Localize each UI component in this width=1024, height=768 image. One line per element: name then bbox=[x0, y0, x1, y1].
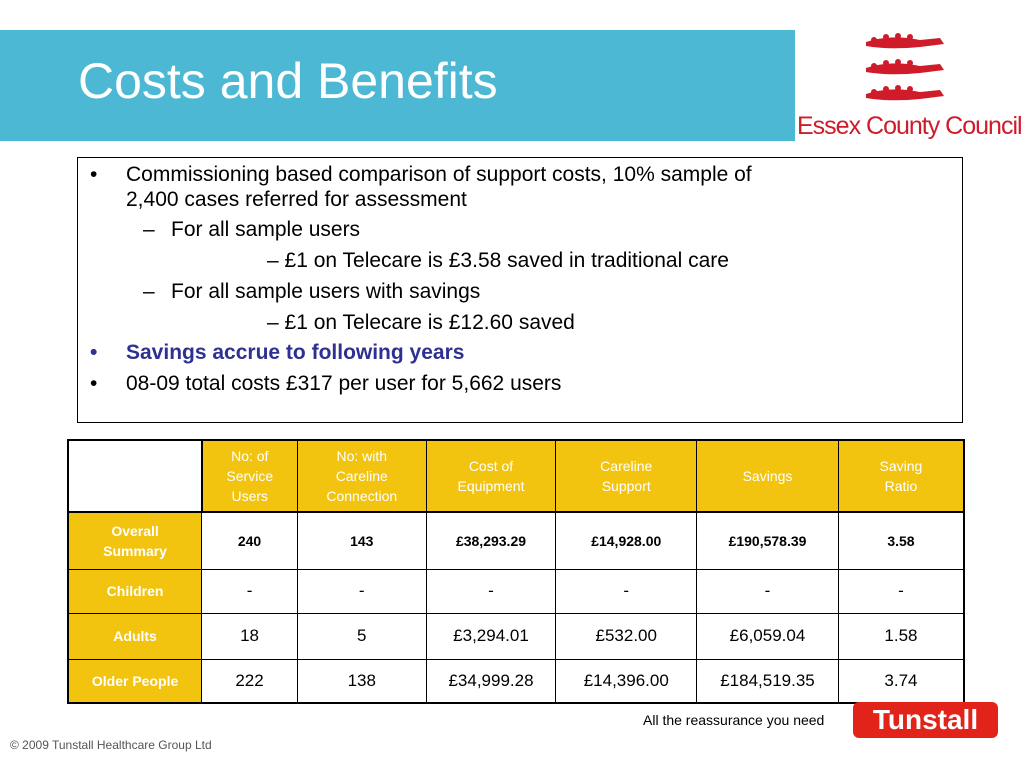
bullet-text-cont: 2,400 cases referred for assessment bbox=[126, 188, 467, 211]
row-label-children: Children bbox=[68, 569, 202, 613]
table-cell: £38,293.29 bbox=[426, 512, 556, 569]
table-cell: - bbox=[697, 569, 839, 613]
header-service-users: No: of Service Users bbox=[202, 440, 298, 512]
table-cell: £34,999.28 bbox=[426, 659, 556, 703]
bullet-text: £1 on Telecare is £12.60 saved bbox=[284, 311, 575, 334]
table-cell: - bbox=[202, 569, 298, 613]
bullet-marker: • bbox=[90, 372, 98, 395]
bullet-text: £1 on Telecare is £3.58 saved in traditional care bbox=[284, 249, 729, 272]
bullet-marker: – bbox=[143, 218, 155, 241]
bullet-item bbox=[90, 371, 562, 396]
bullet-item bbox=[90, 340, 465, 365]
bullet-text: Commissioning based comparison of support costs, 10% sample of bbox=[126, 163, 752, 186]
bullet-text: For all sample users with savings bbox=[171, 280, 481, 303]
header-savings: Savings bbox=[697, 440, 839, 512]
table-cell: £3,294.01 bbox=[426, 613, 556, 659]
bullet-item bbox=[267, 310, 575, 335]
table-cell: 143 bbox=[297, 512, 426, 569]
header-cost-of-equipment: Cost of Equipment bbox=[426, 440, 556, 512]
table-cell: 240 bbox=[202, 512, 298, 569]
slide-title: Costs and Benefits bbox=[78, 53, 498, 109]
table-cell: 3.74 bbox=[838, 659, 964, 703]
table-cell: - bbox=[556, 569, 697, 613]
row-label-overall-summary: Overall Summary bbox=[68, 512, 202, 569]
bullet-item bbox=[143, 279, 481, 304]
essex-logo bbox=[796, 30, 1024, 145]
table-cell: £6,059.04 bbox=[697, 613, 839, 659]
table-cell: 5 bbox=[297, 613, 426, 659]
table-cell: £532.00 bbox=[556, 613, 697, 659]
table-row bbox=[68, 659, 964, 703]
bullet-item bbox=[143, 217, 361, 242]
table-cell: £14,928.00 bbox=[556, 512, 697, 569]
brand-tagline: All the reassurance you need bbox=[643, 712, 825, 728]
table-cell: - bbox=[838, 569, 964, 613]
header-careline-support: Careline Support bbox=[556, 440, 697, 512]
table-row bbox=[68, 569, 964, 613]
bullet-marker: • bbox=[90, 163, 98, 186]
table-cell: - bbox=[297, 569, 426, 613]
copyright-footer: © 2009 Tunstall Healthcare Group Ltd bbox=[10, 738, 212, 752]
table-row bbox=[68, 613, 964, 659]
bullet-marker: – bbox=[267, 249, 279, 272]
bullet-item bbox=[267, 248, 729, 273]
table-cell: - bbox=[426, 569, 556, 613]
header-careline-connection: No: with Careline Connection bbox=[297, 440, 426, 512]
table-row bbox=[68, 512, 964, 569]
three-seaxes-icon bbox=[860, 32, 952, 108]
table-cell: 3.58 bbox=[838, 512, 964, 569]
table-cell: 222 bbox=[202, 659, 298, 703]
bullet-text: For all sample users bbox=[171, 218, 361, 241]
table-cell: 18 bbox=[202, 613, 298, 659]
bullet-box bbox=[77, 157, 963, 423]
header-saving-ratio: Saving Ratio bbox=[838, 440, 964, 512]
row-label-adults: Adults bbox=[68, 613, 202, 659]
table-cell: £190,578.39 bbox=[697, 512, 839, 569]
table-cell: 1.58 bbox=[838, 613, 964, 659]
table-header-row bbox=[68, 440, 964, 512]
table-cell: £184,519.35 bbox=[697, 659, 839, 703]
bullet-marker: – bbox=[267, 311, 279, 334]
logo-text: Essex County Council bbox=[797, 112, 1022, 140]
table-corner-cell bbox=[68, 440, 202, 512]
tunstall-logo: Tunstall bbox=[853, 702, 998, 738]
bullet-marker: • bbox=[90, 341, 98, 364]
bullet-text: 08-09 total costs £317 per user for 5,662 users bbox=[126, 372, 562, 395]
table-cell: 138 bbox=[297, 659, 426, 703]
bullet-marker: – bbox=[143, 280, 155, 303]
bullet-item bbox=[90, 162, 752, 212]
table-cell: £14,396.00 bbox=[556, 659, 697, 703]
bullet-text: Savings accrue to following years bbox=[126, 341, 465, 364]
row-label-older-people: Older People bbox=[68, 659, 202, 703]
costs-table bbox=[67, 439, 965, 704]
